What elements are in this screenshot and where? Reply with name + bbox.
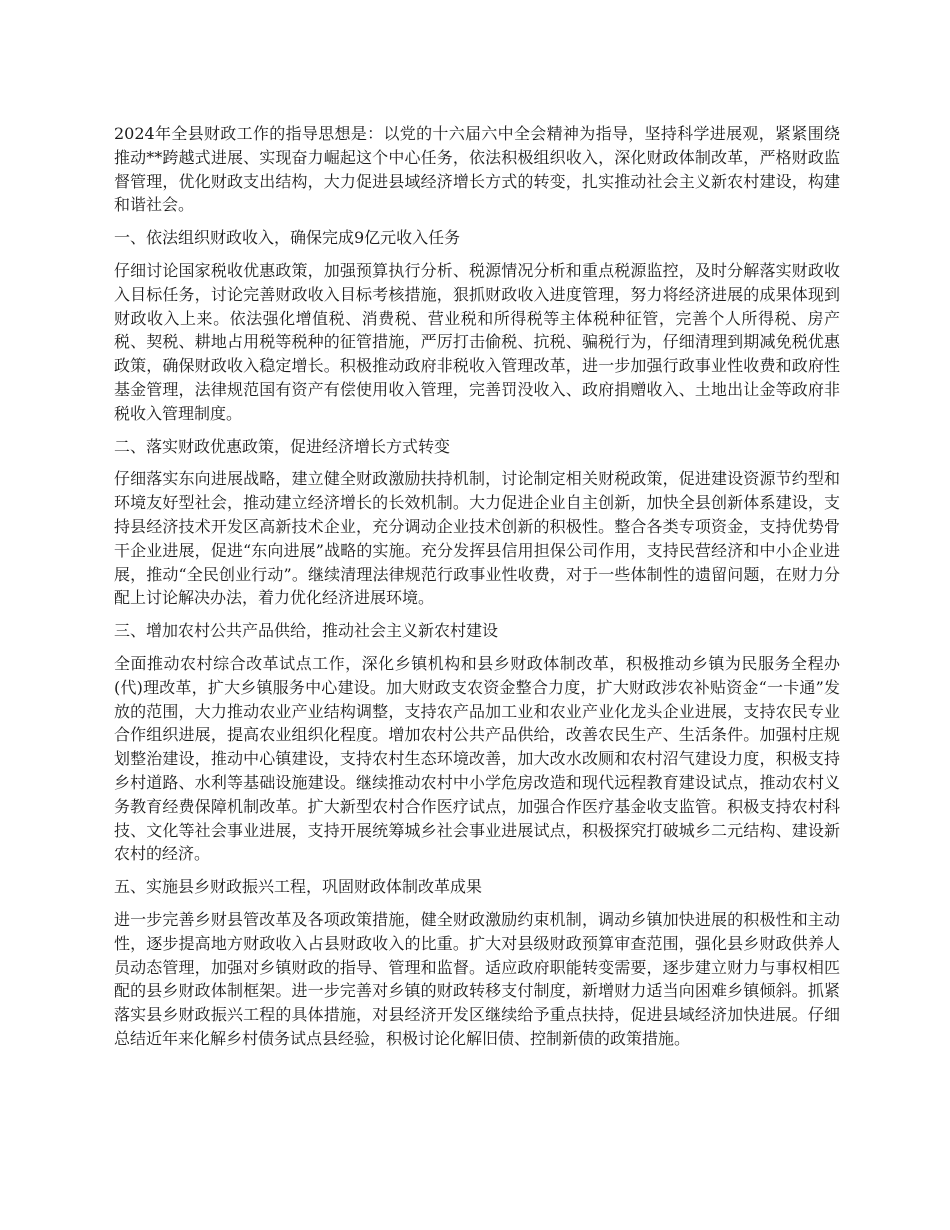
section-2-paragraph: 仔细落实东向进展战略，建立健全财政激励扶持机制，讨论制定相关财税政策，促进建设资源节约型和环境友好型社会，推动建立经济增长的长效机制。大力促进企业自主创新，加快全县创新体系建设，支持县经济技术开发区高新技术企业，充分调动企业技术创新的积极性。整合各类专项资金，支持优势骨干企业进展，促进“东向进展”战略的实施。充分发挥县信用担保公司作用，支持民营经济和中小企业进展，推动“全民创业行动”。继续清理法律规范行政事业性收费，对于一些体制性的遗留问题，在财力分配上讨论解决办法，着力优化经济进展环境。	[114, 469, 840, 608]
section-heading-5: 五、实施县乡财政振兴工程，巩固财政体制改革成果	[114, 877, 483, 897]
section-3-paragraph: 全面推动农村综合改革试点工作，深化乡镇机构和县乡财政体制改革，积极推动乡镇为民服务全程办(代)理改革，扩大乡镇服务中心建设。加大财政支农资金整合力度，扩大财政涉农补贴资金“一卡通”发放的范围，大力推动农业产业结构调整，支持农产品加工业和农业产业化龙头企业进展，支持农民专业合作组织进展，提高农业组织化程度。增加农村公共产品供给，改善农民生产、生活条件。加强村庄规划整治建设，推动中心镇建设，支持农村生态环境改善，加大改水改厕和农村沼气建设力度，积极支持乡村道路、水利等基础设施建设。继续推动农村中小学危房改造和现代远程教育建设试点，推动农村义务教育经费保障机制改革。扩大新型农村合作医疗试点，加强合作医疗基金收支监管。积极支持农村科技、文化等社会事业进展，支持开展统筹城乡社会事业进展试点，积极探究打破城乡二元结构、建设新农村的经济。	[114, 653, 840, 864]
document-page	[114, 122, 840, 1060]
section-heading-2: 二、落实财政优惠政策，促进经济增长方式转变	[114, 436, 451, 456]
section-1-paragraph: 仔细讨论国家税收优惠政策，加强预算执行分析、税源情况分析和重点税源监控，及时分解落实财政收入目标任务，讨论完善财政收入目标考核措施，狠抓财政收入进度管理，努力将经济进展的成果体现到财政收入上来。依法强化增值税、消费税、营业税和所得税等主体税种征管，完善个人所得税、房产税、契税、耕地占用税等税种的征管措施，严厉打击偷税、抗税、骗税行为，仔细清理到期减免税优惠政策，确保财政收入稳定增长。积极推动政府非税收入管理改革，进一步加强行政事业性收费和政府性基金管理，法律规范国有资产有偿使用收入管理，完善罚没收入、政府捐赠收入、土地出让金等政府非税收入管理制度。	[114, 260, 840, 423]
intro-paragraph: 2024年全县财政工作的指导思想是：以党的十六届六中全会精神为指导，坚持科学进展观，紧紧围绕推动**跨越式进展、实现奋力崛起这个中心任务，依法积极组织收入，深化财政体制改革，严格财政监督管理，优化财政支出结构，大力促进县域经济增长方式的转变，扎实推动社会主义新农村建设，构建和谐社会。	[114, 124, 840, 215]
section-heading-1: 一、依法组织财政收入，确保完成9亿元收入任务	[114, 228, 461, 248]
section-heading-3: 三、增加农村公共产品供给，推动社会主义新农村建设	[114, 621, 499, 641]
section-5-paragraph: 进一步完善乡财县管改革及各项政策措施，健全财政激励约束机制，调动乡镇加快进展的积极性和主动性，逐步提高地方财政收入占县财政收入的比重。扩大对县级财政预算审查范围，强化县乡财政供养人员动态管理，加强对乡镇财政的指导、管理和监督。适应政府职能转变需要，逐步建立财力与事权相匹配的县乡财政体制框架。进一步完善对乡镇的财政转移支付制度，新增财力适当向困难乡镇倾斜。抓紧落实县乡财政振兴工程的具体措施，对县经济开发区继续给予重点扶持，促进县域经济加快进展。仔细总结近年来化解乡村债务试点县经验，积极讨论化解旧债、控制新债的政策措施。	[114, 909, 840, 1048]
